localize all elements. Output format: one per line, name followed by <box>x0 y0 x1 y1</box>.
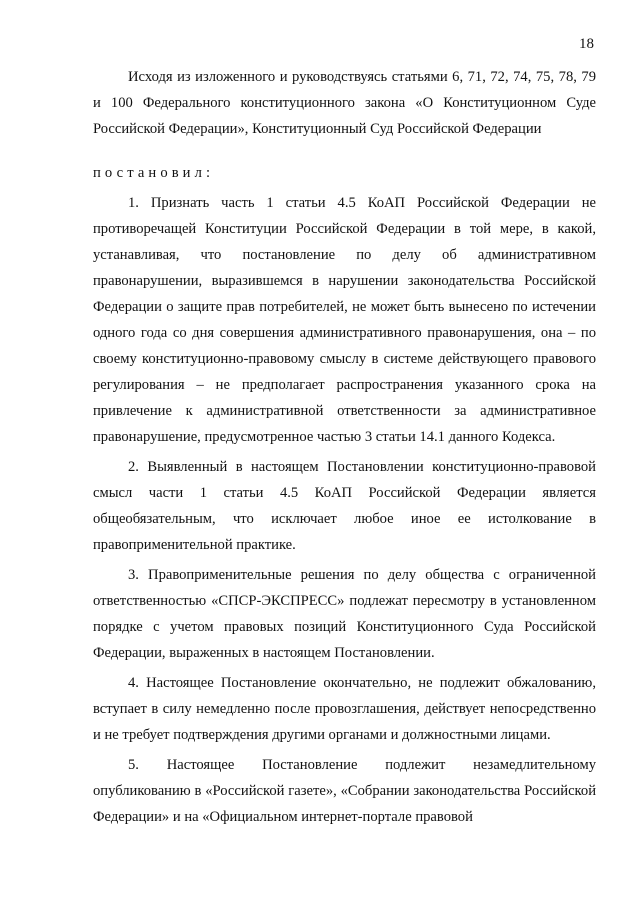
resolution-heading: постановил: <box>93 165 215 181</box>
page-number: 18 <box>579 36 594 52</box>
point-4-paragraph: 4. Настоящее Постановление окончательно, не подлежит обжалованию, вступает в силу немедленно после провозглашения, действует непосредственно и не требует подтверждения другими органами и должностными лицами. <box>93 675 596 743</box>
point-5-paragraph: 5. Настоящее Постановление подлежит незамедлительному опубликованию в «Российской газете», «Собрании законодательства Российской Федерации» и на «Официальном интернет-портале правовой <box>93 757 596 825</box>
preamble-paragraph: Исходя из изложенного и руководствуясь статьями 6, 71, 72, 74, 75, 78, 79 и 100 Федерального конституционного закона «О Конституционном Суде Российской Федерации», Конституционный Суд Российской Федерации <box>93 69 596 137</box>
document-body <box>93 64 596 830</box>
point-3-paragraph: 3. Правоприменительные решения по делу общества с ограниченной ответственностью «СПСР-ЭКСПРЕСС» подлежат пересмотру в установленном порядке с учетом правовых позиций Конституционного Суда Российской Федерации, выраженных в настоящем Постановлении. <box>93 567 596 661</box>
point-1-paragraph: 1. Признать часть 1 статьи 4.5 КоАП Российской Федерации не противоречащей Конституции Российской Федерации в той мере, в какой, устанавливая, что постановление по делу об административном правонарушении, выразившемся в нарушении законодательства Российской Федерации о защите прав потребителей, не может быть вынесено по истечении одного года со дня совершения административного правонарушения, она – по своему конституционно-правовому смыслу в системе действующего правового регулирования – не предполагает распространения указанного срока на привлечение к административной ответственности за административное правонарушение, предусмотренное частью 3 статьи 14.1 данного Кодекса. <box>93 195 596 445</box>
point-2-paragraph: 2. Выявленный в настоящем Постановлении конституционно-правовой смысл части 1 статьи 4.5 КоАП Российской Федерации является общеобязательным, что исключает любое иное ее истолкование в правоприменительной практике. <box>93 459 596 553</box>
